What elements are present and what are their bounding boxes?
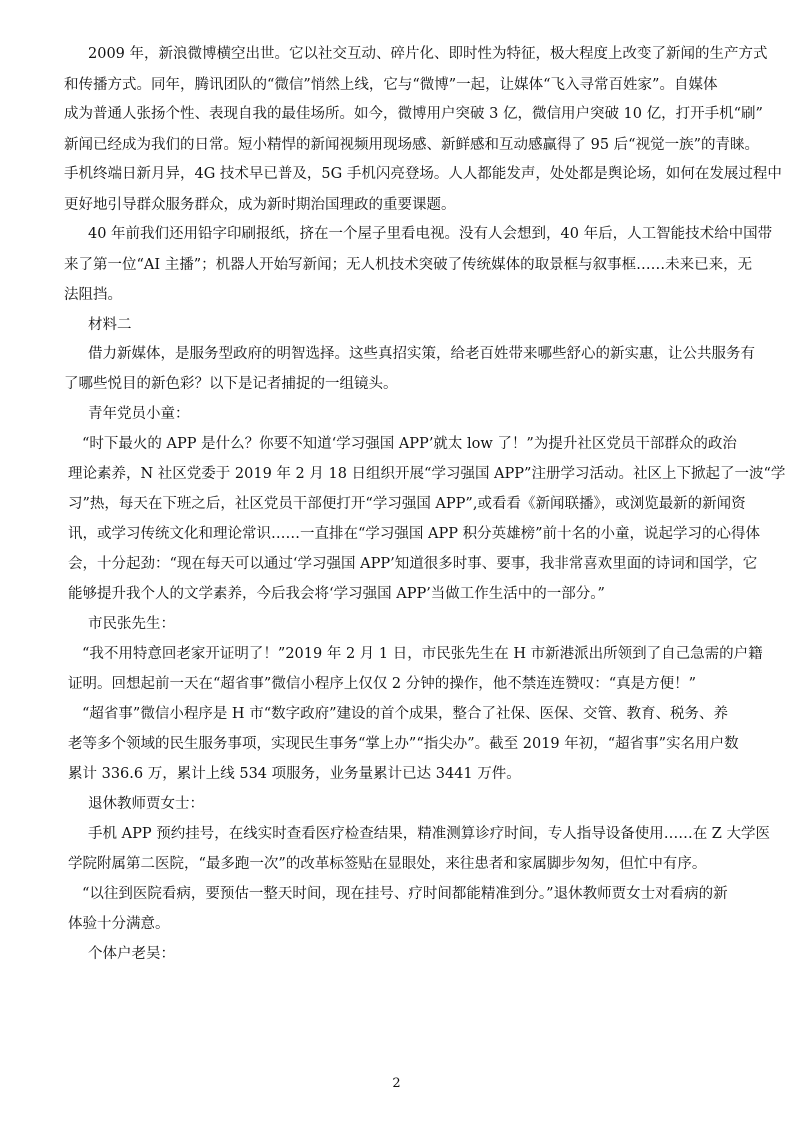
speaker-label: 个体户老吴： [88,946,175,962]
paragraph-line: 习”热，每天在下班之后，社区党员干部便打开“学习强国 APP”,或看看《新闻联播》，或浏览最新的新闻资 [68,496,746,512]
paragraph-line: “时下最火的 APP 是什么？你要不知道‘学习强国 APP’就太 low 了！”为提升社区党员干部群众的政治 [82,436,737,452]
paragraph-line: “我不用特意回老家开证明了！”2019 年 2 月 1 日，市民张先生在 H 市新港派出所领到了自己急需的户籍 [82,646,763,662]
paragraph-line: 累计 336.6 万，累计上线 534 项服务，业务量累计已达 3441 万件。 [68,766,521,782]
paragraph-line: 讯，或学习传统文化和理论常识……一直排在“学习强国 APP 积分英雄榜”前十名的小童，说起学习的心得体 [68,526,761,542]
paragraph-line: 老等多个领域的民生服务事项，实现民生事务“掌上办”“指尖办”。截至 2019 年初，“超省事”实名用户数 [68,736,739,752]
paragraph-line: 借力新媒体，是服务型政府的明智选择。这些真招实策，给老百姓带来哪些舒心的新实惠，让公共服务有 [88,346,755,362]
paragraph-line: 来了第一位“AI 主播”；机器人开始写新闻；无人机技术突破了传统媒体的取景框与叙事框……未来已来，无 [64,257,753,273]
paragraph-line: 成为普通人张扬个性、表现自我的最佳场所。如今，微博用户突破 3 亿，微信用户突破 10 亿，打开手机“刷” [64,106,763,122]
paragraph-line: 更好地引导群众服务群众，成为新时期治国理政的重要课题。 [64,197,456,213]
paragraph-line: 会，十分起劲：“现在每天可以通过‘学习强国 APP’知道很多时事、要事，我非常喜欢里面的诗词和国学，它 [68,556,758,572]
section-heading: 材料二 [88,317,132,333]
paragraph-line: 手机终端日新月异，4G 技术早已普及，5G 手机闪亮登场。人人都能发声，处处都是舆论场，如何在发展过程中 [64,166,782,182]
paragraph-line: 新闻已经成为我们的日常。短小精悍的新闻视频用现场感、新鲜感和互动感赢得了 95 后“视觉一族”的青睐。 [64,137,759,153]
paragraph-line: 法阻挡。 [64,287,122,303]
paragraph-line: 和传播方式。同年，腾讯团队的“微信”悄然上线，它与“微博”一起，让媒体“飞入寻常百姓家”。自媒体 [64,77,718,93]
speaker-label: 退休教师贾女士： [88,796,204,812]
paragraph-line: 能够提升我个人的文学素养，今后我会将‘学习强国 APP’当做工作生活中的一部分。” [68,586,605,602]
paragraph-line: 了哪些悦目的新色彩？以下是记者捕捉的一组镜头。 [64,376,398,392]
paragraph-line: “超省事”微信小程序是 H 市“数字政府”建设的首个成果，整合了社保、医保、交管、教育、税务、养 [82,706,729,722]
paragraph-line: 40 年前我们还用铅字印刷报纸，挤在一个屋子里看电视。没有人会想到，40 年后，人工智能技术给中国带 [88,226,773,242]
speaker-label: 青年党员小童： [88,406,190,422]
paragraph-line: 手机 APP 预约挂号，在线实时查看医疗检查结果，精准测算诊疗时间，专人指导设备使用……在 Z 大学医 [88,826,770,842]
paragraph-line: 理论素养，N 社区党委于 2019 年 2 月 18 日组织开展“学习强国 APP”注册学习活动。社区上下掀起了一波“学 [68,466,786,482]
paragraph-line: “以往到医院看病，要预估一整天时间，现在挂号、疗时间都能精准到分。”退休教师贾女士对看病的新 [82,886,728,902]
paragraph-line: 学院附属第二医院，“最多跑一次”的改革标签贴在显眼处，来往患者和家属脚步匆匆，但忙中有序。 [68,856,707,872]
page-number: 2 [392,1076,401,1091]
paragraph-line: 体验十分满意。 [68,916,170,932]
paragraph-line: 2009 年，新浪微博横空出世。它以社交互动、碎片化、即时性为特征，极大程度上改变了新闻的生产方式 [88,46,768,62]
speaker-label: 市民张先生： [88,616,175,632]
paragraph-line: 证明。回想起前一天在“超省事”微信小程序上仅仅 2 分钟的操作，他不禁连连赞叹：“真是方便！” [68,676,697,692]
